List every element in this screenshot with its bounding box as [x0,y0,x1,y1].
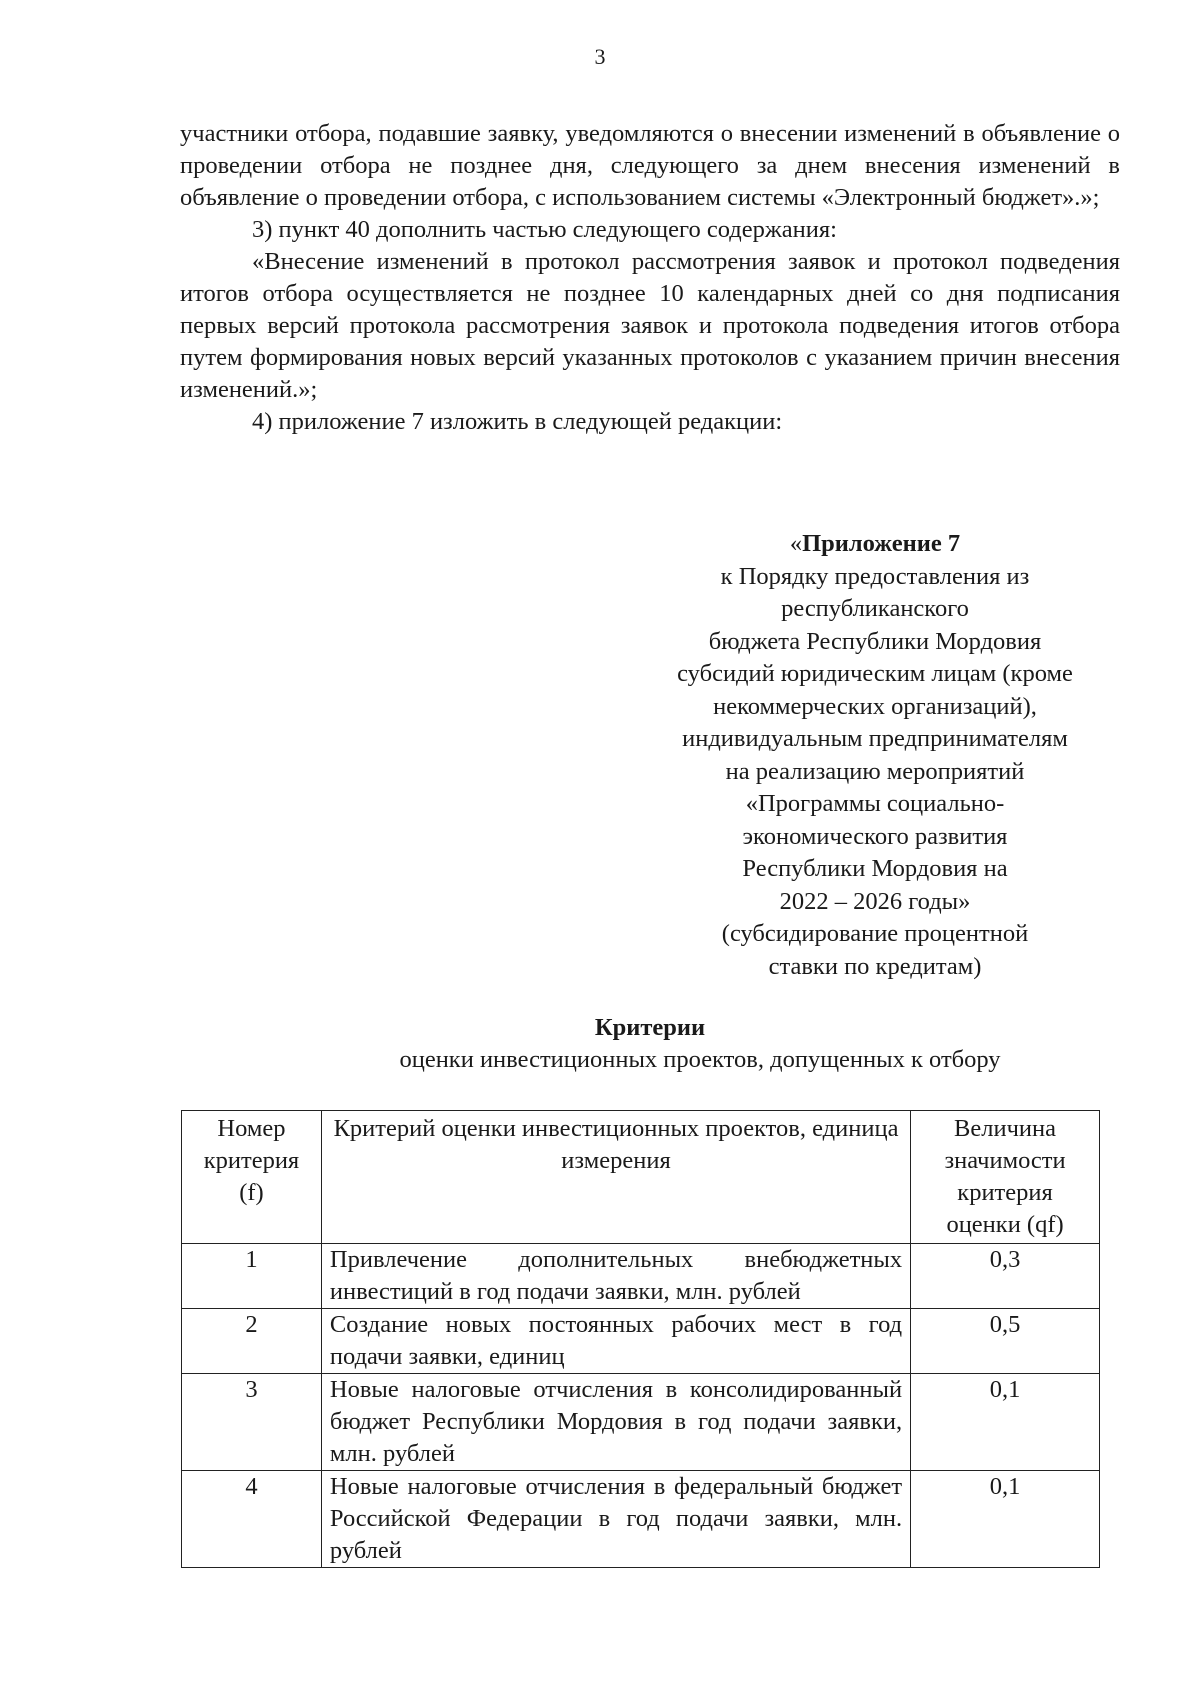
table-row [182,1309,1100,1374]
criteria-title: Критерии [594,1014,706,1041]
appendix-line: бюджета Республики Мордовия [708,627,1042,655]
appendix-line: к Порядку предоставления из [720,562,1030,590]
header-criterion-number: Номер критерия (f) [182,1111,322,1244]
appendix-title: Приложение 7 [802,530,961,557]
appendix-line: «Программы социально- [745,790,1005,817]
criterion-weight: 0,1 [911,1471,1100,1568]
criterion-weight: 0,1 [911,1374,1100,1471]
criterion-number: 2 [182,1309,322,1374]
appendix-line: экономического развития [742,822,1008,850]
appendix-line: 2022 – 2026 годы» [779,887,971,915]
paragraph-3: «Внесение изменений в протокол рассмотрения заявок и протокол подведения итогов отбора осуществляется не позднее 10 календарных дней со дня подписания первых версий протокола рассмотрения заявок и протокола подведения итогов отбора путем формирования новых версий указанных протоколов с указанием причин внесения изменений.»; [180,248,1120,403]
table-row [182,1244,1100,1309]
page-number: 3 [594,44,606,69]
paragraph-2: 3) пункт 40 дополнить частью следующего содержания: [252,216,837,243]
appendix-line: на реализацию мероприятий [725,757,1025,785]
criterion-weight: 0,3 [911,1244,1100,1309]
paragraph-4: 4) приложение 7 изложить в следующей редакции: [252,408,783,435]
criterion-description: Привлечение дополнительных внебюджетных инвестиций в год подачи заявки, млн. рублей [321,1244,910,1309]
criteria-heading [180,1012,1120,1076]
header-criterion-description: Критерий оценки инвестиционных проектов, единица измерения [321,1111,910,1244]
appendix-line: индивидуальным предпринимателям [682,725,1068,752]
criterion-weight: 0,5 [911,1309,1100,1374]
appendix-line: Республики Мордовия на [742,855,1008,882]
appendix-line: (субсидирование процентной [721,920,1029,947]
criterion-number: 1 [182,1244,322,1309]
appendix-title-line [640,528,1110,561]
criteria-subtitle: оценки инвестиционных проектов, допущенных к отбору [399,1046,1001,1073]
table-row [182,1374,1100,1471]
table-header-row [182,1111,1100,1244]
appendix-line: некоммерческих организаций), [713,692,1037,720]
appendix-line: республиканского [781,595,969,622]
criterion-description: Создание новых постоянных рабочих мест в год подачи заявки, единиц [321,1309,910,1374]
appendix-line: ставки по кредитам) [768,952,982,980]
criterion-description: Новые налоговые отчисления в федеральный бюджет Российской Федерации в год подачи заявки, млн. рублей [321,1471,910,1568]
criteria-table [181,1110,1100,1568]
body-text [180,118,1120,438]
header-criterion-weight: Величина значимости критерия оценки (qf) [911,1111,1100,1244]
appendix-block [640,528,1110,983]
criterion-number: 3 [182,1374,322,1471]
appendix-open-quote: « [789,530,803,557]
appendix-line: субсидий юридическим лицам (кроме [677,660,1073,687]
paragraph-1: участники отбора, подавшие заявку, уведомляются о внесении изменений в объявление о проведении отбора не позднее дня, следующего за днем внесения изменений в объявление о проведении отбора, с использованием системы «Электронный бюджет».»; [180,120,1120,211]
criterion-description: Новые налоговые отчисления в консолидированный бюджет Республики Мордовия в год подачи заявки, млн. рублей [321,1374,910,1471]
table-row [182,1471,1100,1568]
criterion-number: 4 [182,1471,322,1568]
